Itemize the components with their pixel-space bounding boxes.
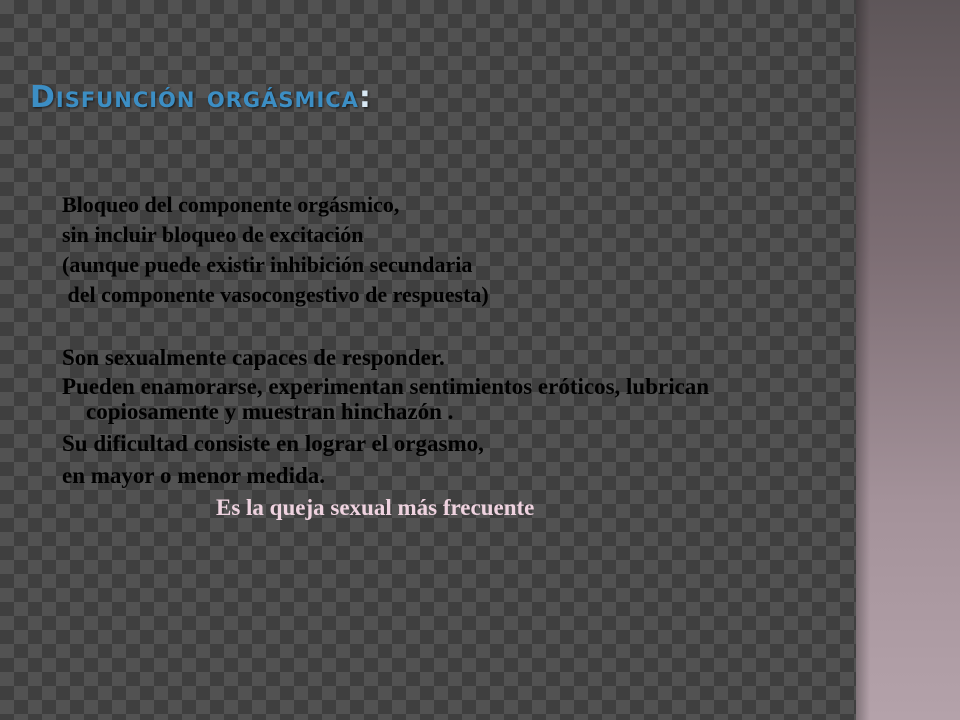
body-paragraph-difficulty: Su dificultad consiste en lograr el orgasmo,	[62, 431, 484, 456]
slide-title-colon: :	[358, 80, 372, 115]
body-line-1: Bloqueo del componente orgásmico,	[62, 192, 400, 217]
body-line-3: (aunque puede existir inhibición secundaria	[62, 252, 473, 277]
slide-title	[30, 80, 372, 115]
side-accent-band	[856, 0, 960, 720]
body-paragraph-degree: en mayor o menor medida.	[62, 463, 325, 488]
slide-body	[62, 190, 832, 524]
body-paragraph-symptoms: Pueden enamorarse, experimentan sentimientos eróticos, lubrican copiosamente y muestran hinchazón .	[62, 374, 710, 424]
body-line-4: del componente vasocongestivo de respuesta)	[62, 282, 489, 307]
body-line-2: sin incluir bloqueo de excitación	[62, 222, 364, 247]
slide-title-text: Disfunción orgásmica	[30, 80, 359, 115]
body-paragraph-capable: Son sexualmente capaces de responder.	[62, 345, 445, 370]
side-band-shadow	[856, 0, 870, 720]
paragraph-spacer	[62, 310, 832, 342]
emphasis-statement: Es la queja sexual más frecuente	[216, 495, 535, 520]
